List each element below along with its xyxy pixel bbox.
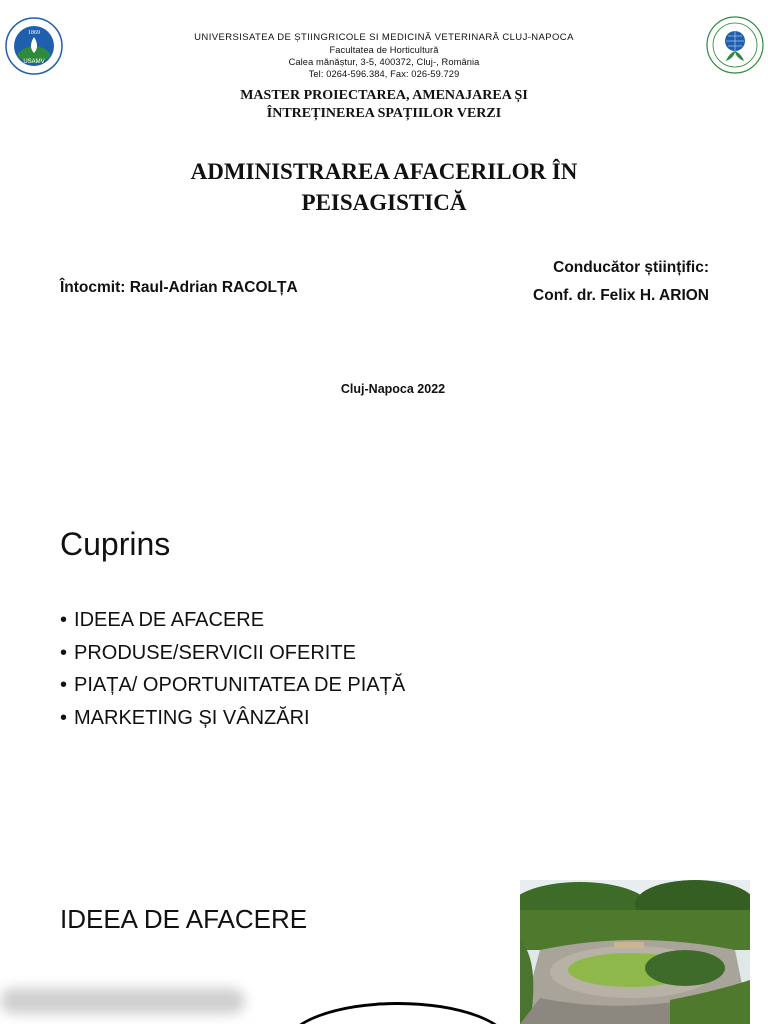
master-program xyxy=(150,87,618,123)
program-line-1: MASTER PROIECTAREA, AMENAJAREA ȘI xyxy=(240,88,528,103)
logo-year: 1869 xyxy=(28,30,40,36)
contents-item-label: PRODUSE/SERVICII OFERITE xyxy=(74,641,356,664)
bullet: • xyxy=(60,706,68,729)
usamv-logo xyxy=(5,17,63,75)
contents-title: Cuprins xyxy=(60,526,171,562)
contents-list xyxy=(60,604,405,734)
title-line-2: PEISAGISTICĂ xyxy=(301,190,467,215)
bullet: • xyxy=(60,674,68,696)
arc-decoration xyxy=(285,1002,511,1024)
shadow-decoration xyxy=(0,988,245,1014)
contact-phone-fax: Tel: 0264-596.384, Fax: 026-59.729 xyxy=(308,69,460,79)
contents-item-label: IDEEA DE AFACERE xyxy=(74,609,265,631)
garden-photo xyxy=(520,880,750,1024)
author: Întocmit: Raul-Adrian RACOLȚA xyxy=(60,279,298,296)
university-name: UNIVERSISATEA DE ȘTIINGRICOLE SI MEDICINĂ VETERINARĂ CLUJ-NAPOCA xyxy=(194,32,574,43)
faculty-name: Facultatea de Horticultură xyxy=(329,45,439,55)
contents-item xyxy=(60,637,405,670)
bullet: • xyxy=(60,609,68,631)
business-idea-title: IDEEA DE AFACERE xyxy=(60,904,308,934)
business-idea-slide xyxy=(0,860,768,1024)
program-line-2: ÎNTREȚINEREA SPAȚIILOR VERZI xyxy=(266,106,502,121)
advisor-name: Conf. dr. Felix H. ARION xyxy=(533,287,709,304)
bullet: • xyxy=(60,641,68,664)
advisor-label: Conducător științific: xyxy=(553,259,709,276)
horticulture-faculty-logo xyxy=(706,16,764,74)
contents-item-label: PIAȚA/ OPORTUNITATEA DE PIAȚĂ xyxy=(74,674,406,696)
address: Calea mănăștur, 3-5, 400372, Cluj-, România xyxy=(288,57,480,67)
contents-slide xyxy=(0,490,768,820)
logo-abbr: USAMV xyxy=(23,59,45,65)
university-header xyxy=(150,32,618,80)
document-title xyxy=(120,156,648,218)
contents-item-label: MARKETING ȘI VÂNZĂRI xyxy=(74,706,310,729)
title-slide xyxy=(0,0,768,450)
place-year: Cluj-Napoca 2022 xyxy=(340,382,446,396)
contents-item xyxy=(60,669,405,702)
contents-item xyxy=(60,604,405,637)
contents-item xyxy=(60,702,405,735)
title-line-1: ADMINISTRAREA AFACERILOR ÎN xyxy=(190,159,578,184)
scientific-advisor xyxy=(533,254,709,310)
